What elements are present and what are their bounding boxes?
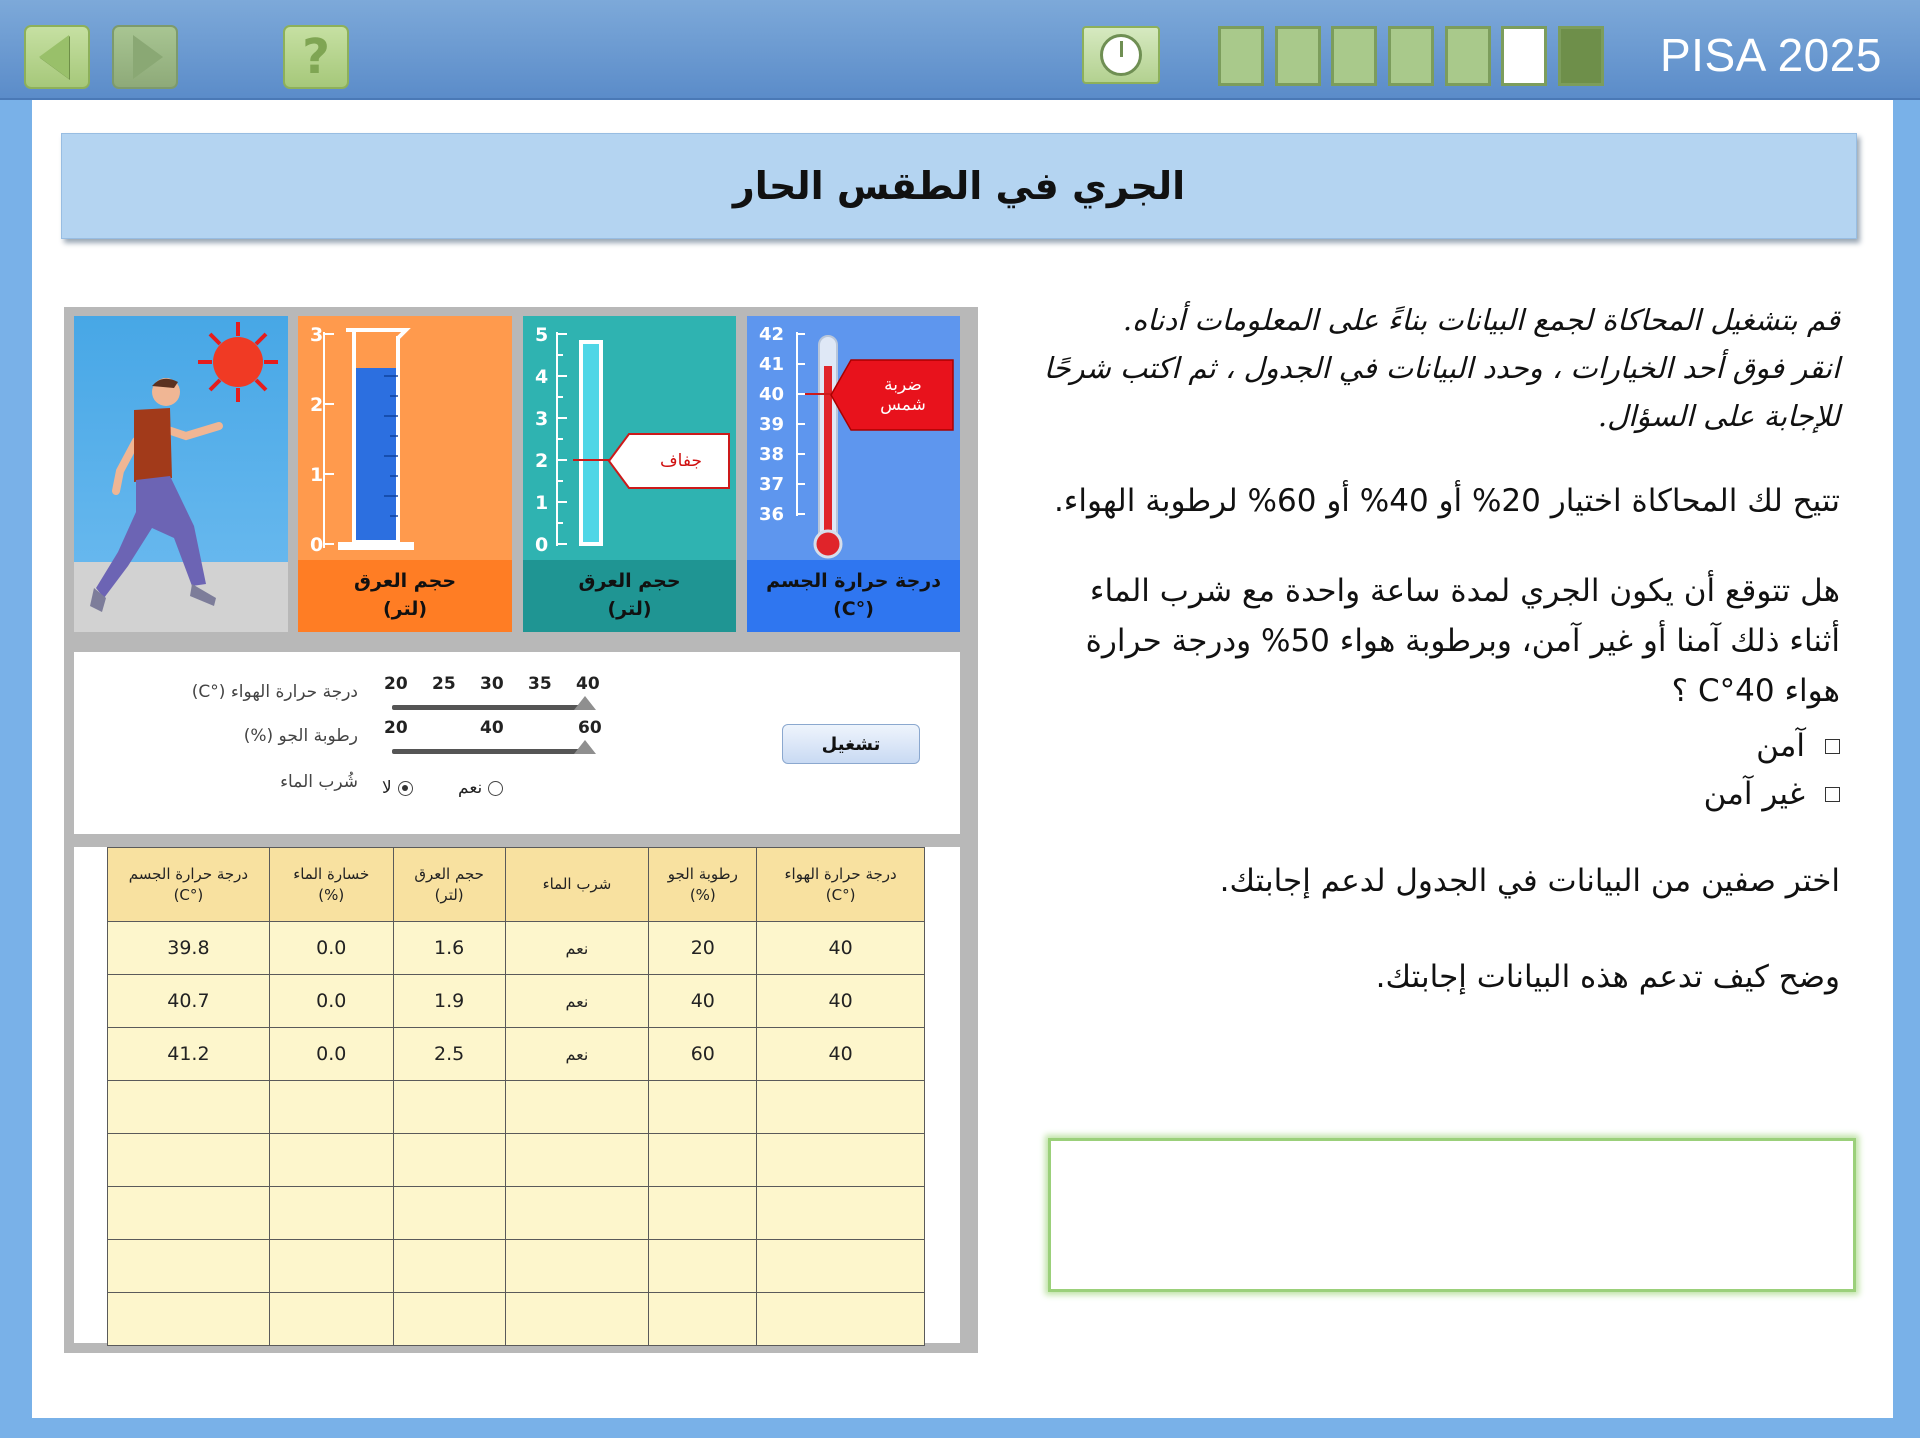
table-cell[interactable] xyxy=(393,1187,505,1240)
thermo-tick: 40 xyxy=(759,384,785,405)
instruction-line: انقر فوق أحد الخيارات ، وحدد البيانات في الجدول ، ثم اكتب شرحًا للإجابة على السؤال. xyxy=(1043,351,1840,433)
label-unit: (°C) xyxy=(833,598,874,620)
cylinder-tick: 1 xyxy=(310,464,324,486)
table-header-cell xyxy=(649,848,757,922)
table-cell[interactable] xyxy=(108,1293,270,1346)
option-label: غير آمن xyxy=(1703,776,1805,812)
page-title: الجري في الطقس الحار xyxy=(732,164,1186,208)
table-cell[interactable]: 1.6 xyxy=(393,922,505,975)
body-temperature-view xyxy=(747,316,960,632)
table-cell[interactable]: 40 xyxy=(757,922,925,975)
table-cell[interactable]: 40 xyxy=(757,1028,925,1081)
table-cell[interactable] xyxy=(649,1081,757,1134)
table-cell[interactable]: 1.9 xyxy=(393,975,505,1028)
table-cell[interactable]: 40.7 xyxy=(108,975,270,1028)
air-temp-tick[interactable]: 25 xyxy=(432,674,456,694)
data-table xyxy=(107,847,925,1346)
table-cell[interactable] xyxy=(505,1240,649,1293)
radio-selected-icon[interactable] xyxy=(398,781,413,796)
dehydration-callout: جفاف xyxy=(660,451,702,471)
table-cell[interactable]: نعم xyxy=(505,922,649,975)
table-row[interactable] xyxy=(108,975,925,1028)
table-cell[interactable] xyxy=(649,1293,757,1346)
instructions xyxy=(1040,296,1840,440)
label-text: حجم العرق xyxy=(578,570,681,593)
progress-step-current xyxy=(1501,26,1547,86)
progress-step-7 xyxy=(1558,26,1604,86)
header-unit: (°C) xyxy=(825,885,856,904)
answer-options xyxy=(1040,722,1840,818)
checkbox-icon[interactable] xyxy=(1825,739,1840,754)
table-cell[interactable]: 0.0 xyxy=(269,975,393,1028)
option-safe[interactable] xyxy=(1040,722,1840,770)
thermo-tick: 37 xyxy=(759,474,785,495)
table-cell[interactable]: 0.0 xyxy=(269,922,393,975)
option-unsafe[interactable] xyxy=(1040,770,1840,818)
table-cell[interactable]: 40 xyxy=(757,975,925,1028)
simulation-panel xyxy=(64,307,978,1353)
table-cell[interactable] xyxy=(649,1134,757,1187)
water-yes-radio[interactable] xyxy=(458,778,503,798)
column-tick: 2 xyxy=(535,450,549,472)
cylinder-tick: 3 xyxy=(310,324,324,346)
water-no-radio[interactable] xyxy=(382,778,413,798)
air-temp-tick[interactable]: 20 xyxy=(384,674,408,694)
table-row[interactable] xyxy=(108,922,925,975)
table-cell[interactable]: 2.5 xyxy=(393,1028,505,1081)
top-toolbar xyxy=(0,0,1920,100)
heatstroke-callout xyxy=(853,360,953,430)
table-cell[interactable] xyxy=(269,1187,393,1240)
table-cell[interactable]: 39.8 xyxy=(108,922,270,975)
arrow-right-icon xyxy=(133,35,163,79)
table-header-cell xyxy=(505,848,649,922)
table-cell[interactable] xyxy=(269,1240,393,1293)
callout-line: شمس xyxy=(880,395,926,415)
table-cell[interactable] xyxy=(393,1240,505,1293)
table-cell[interactable] xyxy=(393,1293,505,1346)
column-tick: 0 xyxy=(535,534,549,556)
humidity-info: تتيح لك المحاكاة اختيار 20% أو 40% أو 60% لرطوبة الهواء. xyxy=(1053,483,1840,519)
sun-icon xyxy=(198,322,278,402)
run-simulation-button[interactable]: تشغيل xyxy=(782,724,920,764)
table-cell[interactable] xyxy=(393,1081,505,1134)
humidity-tick[interactable]: 40 xyxy=(480,718,504,738)
table-cell[interactable] xyxy=(269,1134,393,1187)
header-text: خسارة الماء xyxy=(293,864,370,883)
callout-line: ضربة xyxy=(884,374,922,395)
table-row[interactable] xyxy=(108,1081,925,1134)
body-temperature-label xyxy=(747,560,960,632)
cylinder-tick: 0 xyxy=(310,534,324,556)
thermo-tick: 41 xyxy=(759,354,785,375)
option-label: آمن xyxy=(1756,728,1805,764)
table-cell[interactable] xyxy=(649,1187,757,1240)
table-row[interactable] xyxy=(108,1187,925,1240)
runner-figure xyxy=(90,378,219,612)
header-text: شرب الماء xyxy=(542,875,612,893)
table-cell[interactable]: 0.0 xyxy=(269,1028,393,1081)
sweat-column-view xyxy=(523,316,736,632)
table-row[interactable] xyxy=(108,1028,925,1081)
table-header-cell xyxy=(269,848,393,922)
humidity-slider-thumb[interactable] xyxy=(574,740,596,754)
table-cell[interactable]: 60 xyxy=(649,1028,757,1081)
table-cell[interactable] xyxy=(505,1134,649,1187)
water-drinking-label: شُرب الماء xyxy=(280,772,358,792)
table-body xyxy=(108,922,925,1346)
table-cell[interactable] xyxy=(505,1187,649,1240)
air-temp-tick[interactable]: 40 xyxy=(576,674,600,694)
table-cell[interactable] xyxy=(757,1081,925,1134)
column-tick: 4 xyxy=(535,366,549,388)
progress-step-1 xyxy=(1218,26,1264,86)
sweat-volume-label xyxy=(298,560,512,632)
table-cell[interactable] xyxy=(649,1240,757,1293)
header-text: درجة حرارة الهواء xyxy=(784,864,897,883)
table-cell[interactable] xyxy=(505,1293,649,1346)
table-cell[interactable]: نعم xyxy=(505,975,649,1028)
explain-instruction: وضح كيف تدعم هذه البيانات إجابتك. xyxy=(1375,959,1840,995)
table-cell[interactable] xyxy=(269,1081,393,1134)
table-cell[interactable]: 20 xyxy=(649,922,757,975)
forward-button[interactable] xyxy=(112,25,178,89)
sweat-cylinder-view xyxy=(298,316,512,632)
table-cell[interactable] xyxy=(108,1240,270,1293)
table-row[interactable] xyxy=(108,1134,925,1187)
thermo-tick: 39 xyxy=(759,414,785,435)
humidity-tick[interactable]: 60 xyxy=(578,718,602,738)
table-cell[interactable] xyxy=(108,1081,270,1134)
graduated-cylinder xyxy=(298,316,512,560)
label-text: درجة حرارة الجسم xyxy=(766,570,941,593)
sweat-volume-label-2 xyxy=(523,560,736,632)
header-unit: (°C) xyxy=(173,885,204,904)
table-cell[interactable]: نعم xyxy=(505,1028,649,1081)
table-cell[interactable] xyxy=(269,1293,393,1346)
header-text: درجة حرارة الجسم xyxy=(128,864,249,883)
help-button[interactable] xyxy=(283,25,349,89)
table-row[interactable] xyxy=(108,1293,925,1346)
table-cell[interactable] xyxy=(757,1240,925,1293)
air-temp-tick[interactable]: 30 xyxy=(480,674,504,694)
header-text: رطوبة الجو xyxy=(667,864,738,883)
column-tick: 5 xyxy=(535,324,549,346)
arrow-left-icon xyxy=(39,35,69,79)
clock-icon xyxy=(1100,34,1142,76)
answer-text-box[interactable] xyxy=(1048,1138,1856,1292)
radio-empty-icon[interactable] xyxy=(488,781,503,796)
air-temp-tick[interactable]: 35 xyxy=(528,674,552,694)
air-temperature-label: درجة حرارة الهواء (°C) xyxy=(191,682,358,702)
title-banner xyxy=(61,133,1857,239)
column-tick: 1 xyxy=(535,492,549,514)
table-cell[interactable]: 40 xyxy=(649,975,757,1028)
air-temperature-slider-thumb[interactable] xyxy=(574,696,596,710)
table-cell[interactable] xyxy=(393,1134,505,1187)
thermo-tick: 36 xyxy=(759,504,785,525)
label-text: حجم العرق xyxy=(353,570,457,593)
table-cell[interactable] xyxy=(108,1134,270,1187)
runner-view xyxy=(74,316,288,632)
header-text: حجم العرق xyxy=(414,864,484,883)
frame-right xyxy=(1893,100,1920,1438)
table-row[interactable] xyxy=(108,1240,925,1293)
progress-step-3 xyxy=(1331,26,1377,86)
thermo-tick: 38 xyxy=(759,444,785,465)
checkbox-icon[interactable] xyxy=(1825,787,1840,802)
table-header-cell xyxy=(757,848,925,922)
back-button[interactable] xyxy=(24,25,90,89)
table-cell[interactable] xyxy=(757,1134,925,1187)
table-cell[interactable] xyxy=(757,1293,925,1346)
header-unit: (%) xyxy=(318,885,345,904)
humidity-tick[interactable]: 20 xyxy=(384,718,408,738)
help-icon: ? xyxy=(302,29,330,85)
thermometer xyxy=(747,316,960,560)
table-header-cell xyxy=(108,848,270,922)
label-unit: (لتر) xyxy=(382,598,428,620)
humidity-label: رطوبة الجو (%) xyxy=(243,726,358,746)
table-cell[interactable]: 41.2 xyxy=(108,1028,270,1081)
table-cell[interactable] xyxy=(757,1187,925,1240)
select-rows-instruction: اختر صفين من البيانات في الجدول لدعم إجابتك. xyxy=(1219,863,1840,899)
table-cell[interactable] xyxy=(505,1081,649,1134)
air-temperature-slider[interactable] xyxy=(392,705,592,710)
table-header-row xyxy=(108,848,925,922)
table-header-cell xyxy=(393,848,505,922)
cylinder-tick: 2 xyxy=(310,394,324,416)
column-tick: 3 xyxy=(535,408,549,430)
frame-bottom xyxy=(0,1418,1920,1438)
data-table-panel xyxy=(74,847,960,1343)
humidity-slider[interactable] xyxy=(392,749,592,754)
radio-label: لا xyxy=(382,778,392,798)
progress-step-4 xyxy=(1388,26,1434,86)
label-unit: (لتر) xyxy=(607,598,652,620)
progress-step-5 xyxy=(1445,26,1491,86)
instruction-line: قم بتشغيل المحاكاة لجمع البيانات بناءً على المعلومات أدناه. xyxy=(1122,303,1840,337)
progress-step-2 xyxy=(1275,26,1321,86)
question-prompt: هل تتوقع أن يكون الجري لمدة ساعة واحدة مع شرب الماء أثناء ذلك آمنا أو غير آمن، وبرطوبة هواء 50% ودرجة حرارة هواء 40°C ؟ xyxy=(1085,573,1840,709)
brand-logo: PISA 2025 xyxy=(1660,29,1882,81)
thermo-tick: 42 xyxy=(759,324,785,345)
timer-button[interactable] xyxy=(1082,26,1160,84)
runner-illustration xyxy=(74,316,288,632)
header-unit: (لتر) xyxy=(434,885,464,904)
question-panel xyxy=(1040,296,1840,1002)
frame-left xyxy=(0,100,32,1438)
radio-label: نعم xyxy=(458,778,483,798)
header-unit: (%) xyxy=(689,885,716,904)
controls-panel xyxy=(74,652,960,834)
table-cell[interactable] xyxy=(108,1187,270,1240)
